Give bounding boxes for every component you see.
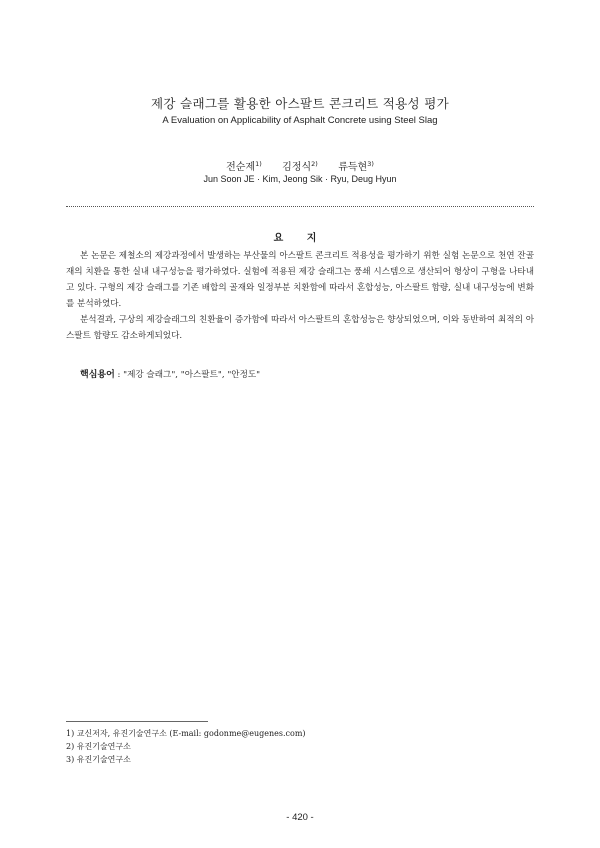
author-name: 류득현 [338, 162, 368, 173]
paper-title-english: A Evaluation on Applicability of Asphalt Concrete using Steel Slag [162, 115, 438, 126]
abstract-body [66, 248, 534, 344]
keywords-label: 핵심용어 [80, 370, 115, 380]
keywords-list: : "제강 슬래그", "아스팔트", "안정도" [114, 370, 261, 380]
abstract-paragraph: 본 논문은 제철소의 제강과정에서 발생하는 부산물의 아스팔트 콘크리트 적용성을 평가하기 위한 실험 논문으로 천연 잔골재의 치환을 통한 실내 내구성능을 평가하였다. 실험에 적용된 제강 슬래그는 풍쇄 시스템으로 생산되어 형상이 구형을 나타내고 있다. 구형의 제강 슬래그를 기존 배합의 골재와 일정부분 치환함에 따라서 혼합성능, 아스팔트 함량, 실내 내구성능에 변화를 분석하였다. [66, 251, 534, 309]
footnotes [66, 727, 536, 766]
footnote: 1) 교신저자, 유진기술연구소 (E-mail: godonme@eugenes.com) [66, 729, 306, 738]
page-number: - 420 - [286, 812, 314, 823]
keywords [80, 367, 540, 380]
author-name: 전순제 [226, 162, 256, 173]
author-name: 김정식 [282, 162, 312, 173]
footnote-rule [66, 721, 208, 722]
footnote: 2) 유진기술연구소 [66, 742, 131, 751]
abstract-heading: 요 지 [273, 233, 327, 244]
author-footnote-marker: 3) [367, 160, 374, 168]
authors-korean [0, 158, 600, 173]
section-divider [66, 206, 534, 207]
paper-title-korean: 제강 슬래그를 활용한 아스팔트 콘크리트 적용성 평가 [151, 96, 449, 111]
authors-english: Jun Soon JE · Kim, Jeong Sik · Ryu, Deug Hyun [203, 174, 397, 184]
footnote: 3) 유진기술연구소 [66, 755, 131, 764]
author-footnote-marker: 2) [311, 160, 318, 168]
abstract-paragraph: 분석결과, 구상의 제강슬래그의 친환율이 증가함에 따라서 아스팔트의 혼합성능은 향상되었으며, 이와 동반하여 최적의 아스팔트 함량도 감소하게되었다. [66, 315, 534, 341]
author-footnote-marker: 1) [255, 160, 262, 168]
